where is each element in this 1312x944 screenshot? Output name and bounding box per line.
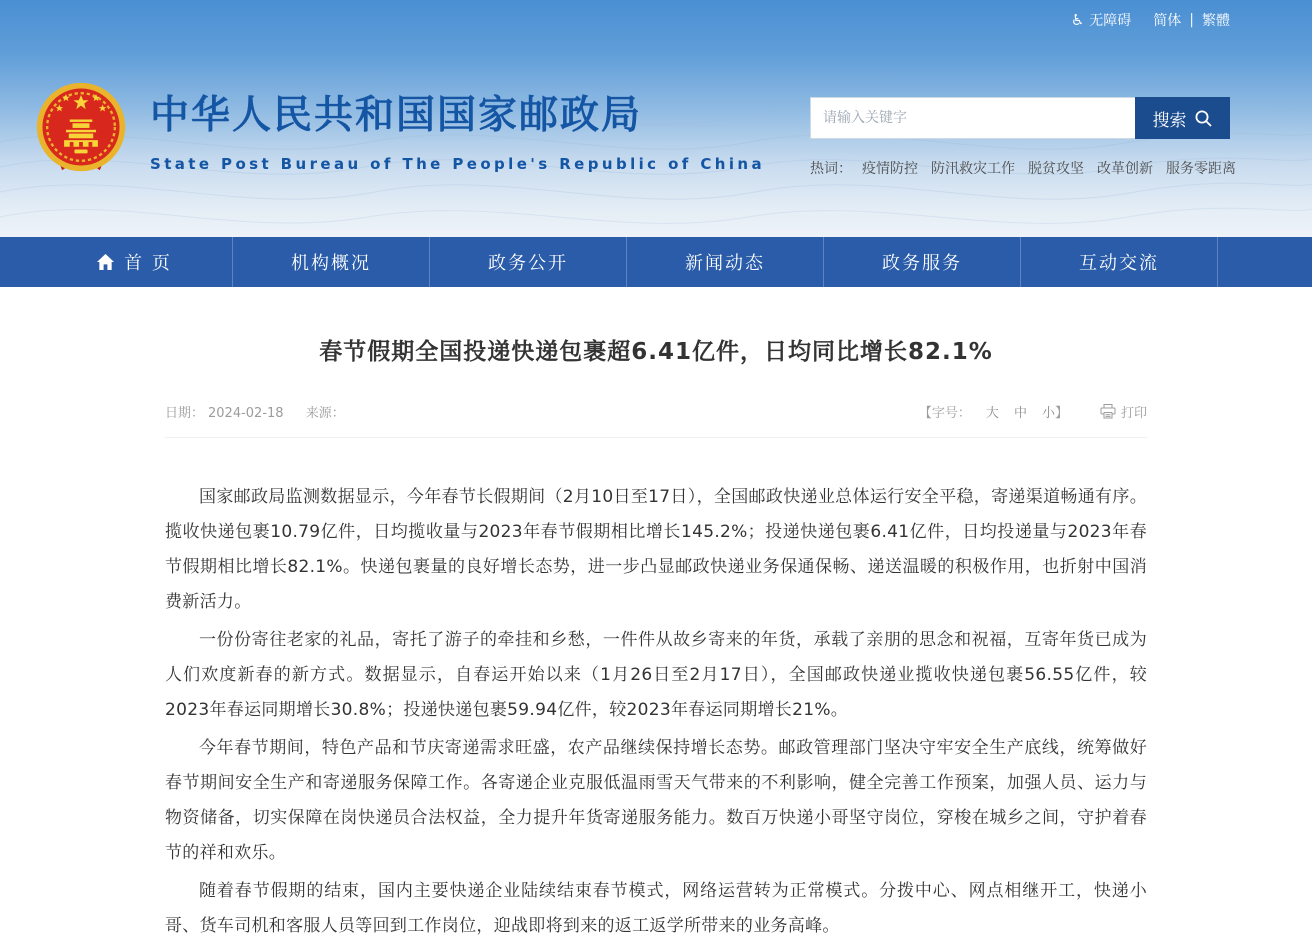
main-nav — [0, 237, 1312, 287]
site-header — [0, 0, 1312, 237]
print-button[interactable] — [1100, 402, 1147, 421]
search-zone — [810, 97, 1236, 178]
home-icon — [96, 253, 115, 271]
search-button[interactable] — [1135, 97, 1230, 139]
accessibility-link[interactable] — [1071, 10, 1131, 30]
language-separator: | — [1189, 12, 1194, 28]
article-title: 春节假期全国投递快递包裹超6.41亿件，日均同比增长82.1% — [319, 339, 993, 365]
nav-item-label: 政务公开 — [488, 253, 568, 274]
brand-text — [150, 80, 765, 178]
nav-item-label: 互动交流 — [1079, 253, 1159, 274]
nav-item-label: 新闻动态 — [685, 253, 765, 274]
nav-item-home[interactable] — [36, 237, 233, 287]
fontsize-label-close: 】 — [1054, 406, 1068, 421]
simplified-chinese-link[interactable]: 简体 — [1153, 13, 1182, 29]
date-value: 2024-02-18 — [208, 406, 284, 421]
wheelchair-icon: ♿ — [1070, 10, 1085, 29]
article-body — [165, 480, 1147, 944]
hotword-link[interactable]: 疫情防控 — [862, 161, 918, 177]
brand — [34, 80, 765, 178]
nav-item-label: 政务服务 — [882, 253, 962, 274]
fontsize-large-button[interactable]: 大 — [985, 406, 999, 421]
nav-item-organization[interactable] — [233, 237, 430, 287]
article-meta-right — [919, 402, 1147, 421]
source-label: 来源： — [305, 406, 345, 421]
article-meta-left — [165, 402, 349, 421]
accessibility-label: 无障碍 — [1089, 13, 1132, 29]
topbar — [0, 0, 1312, 40]
search-icon — [1194, 109, 1213, 128]
fontsize-small-button[interactable]: 小 — [1041, 406, 1055, 421]
fontsize-medium-button[interactable]: 中 — [1013, 406, 1027, 421]
printer-icon — [1100, 404, 1116, 419]
hotword-link[interactable]: 防汛救灾工作 — [931, 161, 1015, 177]
print-label: 打印 — [1120, 406, 1147, 421]
search-input[interactable] — [810, 97, 1135, 139]
hotword-link[interactable]: 脱贫攻坚 — [1028, 161, 1084, 177]
nav-item-news[interactable] — [627, 237, 824, 287]
fontsize-label-open: 【字号： — [918, 406, 971, 421]
nav-item-label: 机构概况 — [291, 253, 371, 274]
site-subtitle-english: State Post Bureau of The People's Republic of China — [150, 155, 765, 173]
nav-item-label: 首 页 — [124, 253, 172, 274]
header-main — [0, 40, 1312, 178]
search-button-label: 搜索 — [1152, 110, 1187, 131]
nav-item-interaction[interactable] — [1021, 237, 1218, 287]
article-meta-row — [165, 402, 1147, 438]
article-paragraph: 一份份寄往老家的礼品，寄托了游子的牵挂和乡愁，一件件从故乡寄来的年货，承载了亲朋的思念和祝福，互寄年货已成为人们欢度新春的新方式。数据显示，自春运开始以来（1月26日至2月17日），全国邮政快递业揽收快递包裹56.55亿件，较2023年春运同期增长30.8%；投递快递包裹59.94亿件，较2023年春运同期增长21%。 — [165, 630, 1147, 720]
nav-item-gov-services[interactable] — [824, 237, 1021, 287]
nav-item-gov-disclosure[interactable] — [430, 237, 627, 287]
hotword-link[interactable]: 改革创新 — [1097, 161, 1153, 177]
site-title: 中华人民共和国国家邮政局 — [150, 93, 643, 138]
date-label: 日期： — [165, 406, 205, 421]
traditional-chinese-link[interactable]: 繁體 — [1202, 13, 1230, 29]
article-content — [165, 287, 1147, 944]
article-paragraph: 随着春节假期的结束，国内主要快递企业陆续结束春节模式，网络运营转为正常模式。分拨中心、网点相继开工，快递小哥、货车司机和客服人员等回到工作岗位，迎战即将到来的返工返学所带来的业务高峰。 — [165, 881, 1147, 936]
hotwords-label: 热词： — [810, 161, 852, 177]
article-paragraph: 国家邮政局监测数据显示，今年春节长假期间（2月10日至17日），全国邮政快递业总体运行安全平稳，寄递渠道畅通有序。揽收快递包裹10.79亿件，日均揽收量与2023年春节假期相比增长145.2%；投递快递包裹6.41亿件，日均投递量与2023年春节假期相比增长82.1%。快递包裹量的良好增长态势，进一步凸显邮政快递业务保通保畅、递送温暖的积极作用，也折射中国消费新活力。 — [165, 487, 1147, 612]
national-emblem-logo — [34, 80, 128, 174]
search-row — [810, 97, 1230, 139]
hotword-link[interactable]: 服务零距离 — [1166, 161, 1236, 177]
hotwords-row — [810, 158, 1236, 178]
article-paragraph: 今年春节期间，特色产品和节庆寄递需求旺盛，农产品继续保持增长态势。邮政管理部门坚决守牢安全生产底线，统筹做好春节期间安全生产和寄递服务保障工作。各寄递企业克服低温雨雪天气带来的不利影响，健全完善工作预案，加强人员、运力与物资储备，切实保障在岗快递员合法权益，全力提升年货寄递服务能力。数百万快递小哥坚守岗位，穿梭在城乡之间，守护着春节的祥和欢乐。 — [165, 738, 1147, 863]
